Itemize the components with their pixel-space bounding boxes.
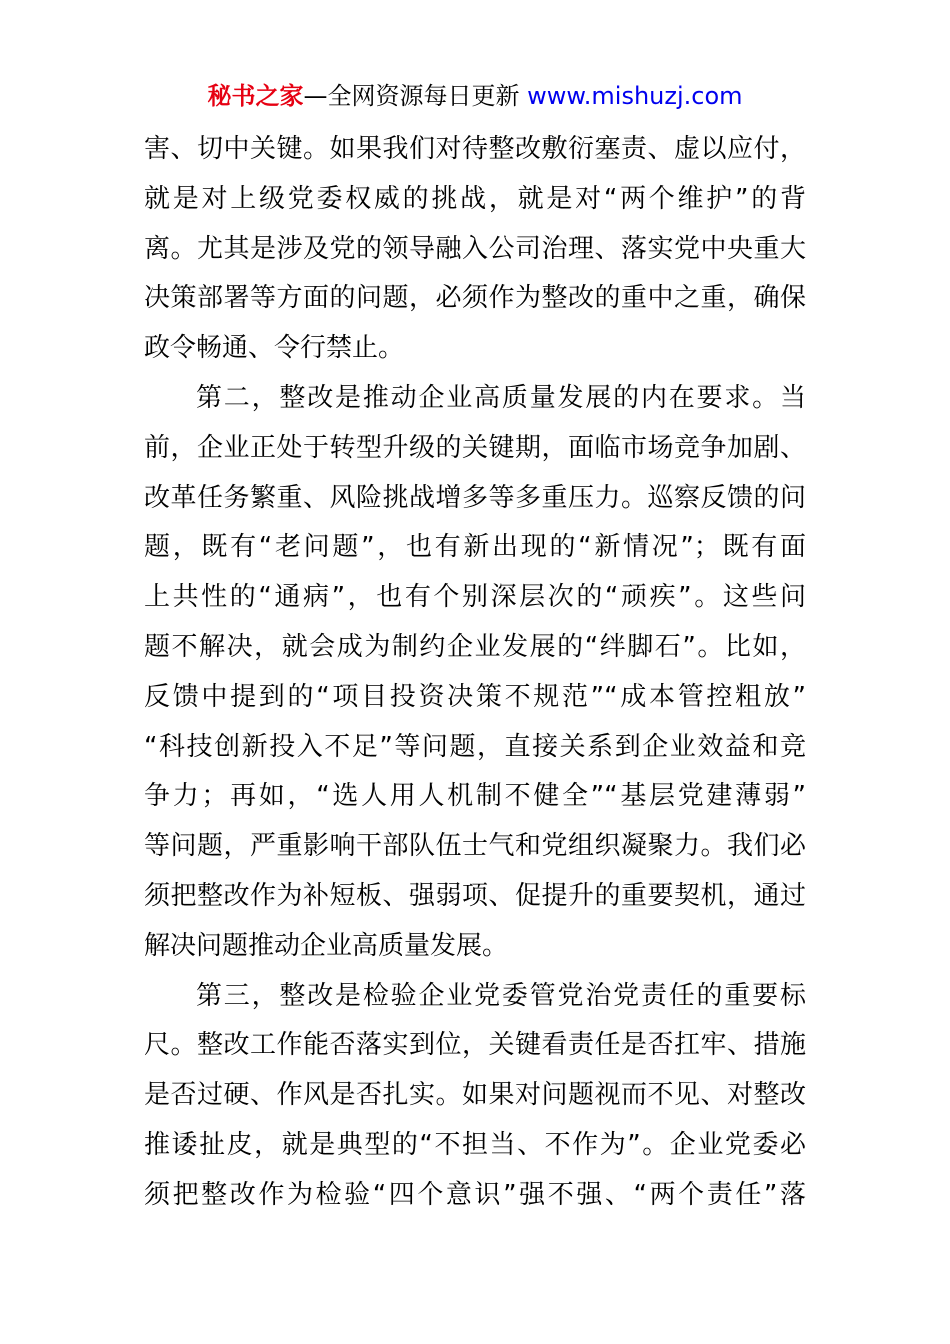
site-brand: 秘书之家 [207, 82, 304, 110]
paragraph-start-line: 第三，整改是检验企业党委管党治党责任的重要标 [196, 980, 806, 1011]
site-tagline: —全网资源每日更新 [303, 82, 528, 110]
text-line: 须把整改作为检验“四个意识”强不强、“两个责任”落 [144, 1179, 806, 1210]
text-line: 争力；再如，“选人用人机制不健全”“基层党建薄弱” [144, 781, 806, 812]
paragraph-start-line: 第二，整改是推动企业高质量发展的内在要求。当 [196, 382, 806, 413]
site-url-link[interactable]: www.mishuzj.com [527, 82, 743, 110]
text-line: 上共性的“通病”，也有个别深层次的“顽疾”。这些问 [144, 582, 806, 613]
text-line: 反馈中提到的“项目投资决策不规范”“成本管控粗放” [144, 681, 806, 712]
text-line: “科技创新投入不足”等问题，直接关系到企业效益和竞 [144, 731, 806, 762]
site-header [0, 80, 950, 112]
text-line: 害、切中关键。如果我们对待整改敷衍塞责、虚以应付， [144, 134, 806, 164]
text-line: 等问题，严重影响干部队伍士气和党组织凝聚力。我们必 [144, 831, 806, 862]
text-line: 改革任务繁重、风险挑战增多等多重压力。巡察反馈的问 [144, 482, 806, 513]
text-line: 是否过硬、作风是否扎实。如果对问题视而不见、对整改 [144, 1080, 806, 1111]
text-line: 就是对上级党委权威的挑战，就是对“两个维护”的背 [144, 183, 806, 214]
text-line: 推诿扯皮，就是典型的“不担当、不作为”。企业党委必 [144, 1129, 806, 1160]
text-line: 决策部署等方面的问题，必须作为整改的重中之重，确保 [144, 283, 806, 314]
text-line: 政令畅通、令行禁止。 [144, 333, 405, 364]
text-line: 须把整改作为补短板、强弱项、促提升的重要契机，通过 [144, 880, 806, 911]
text-line: 题不解决，就会成为制约企业发展的“绊脚石”。比如， [144, 631, 806, 662]
document-body [144, 125, 806, 1221]
text-line: 前，企业正处于转型升级的关键期，面临市场竞争加剧、 [144, 432, 806, 463]
text-line: 离。尤其是涉及党的领导融入公司治理、落实党中央重大 [144, 233, 806, 264]
text-line: 题，既有“老问题”，也有新出现的“新情况”；既有面 [144, 532, 806, 563]
text-line: 尺。整改工作能否落实到位，关键看责任是否扛牢、措施 [144, 1030, 806, 1061]
text-line: 解决问题推动企业高质量发展。 [144, 930, 509, 961]
